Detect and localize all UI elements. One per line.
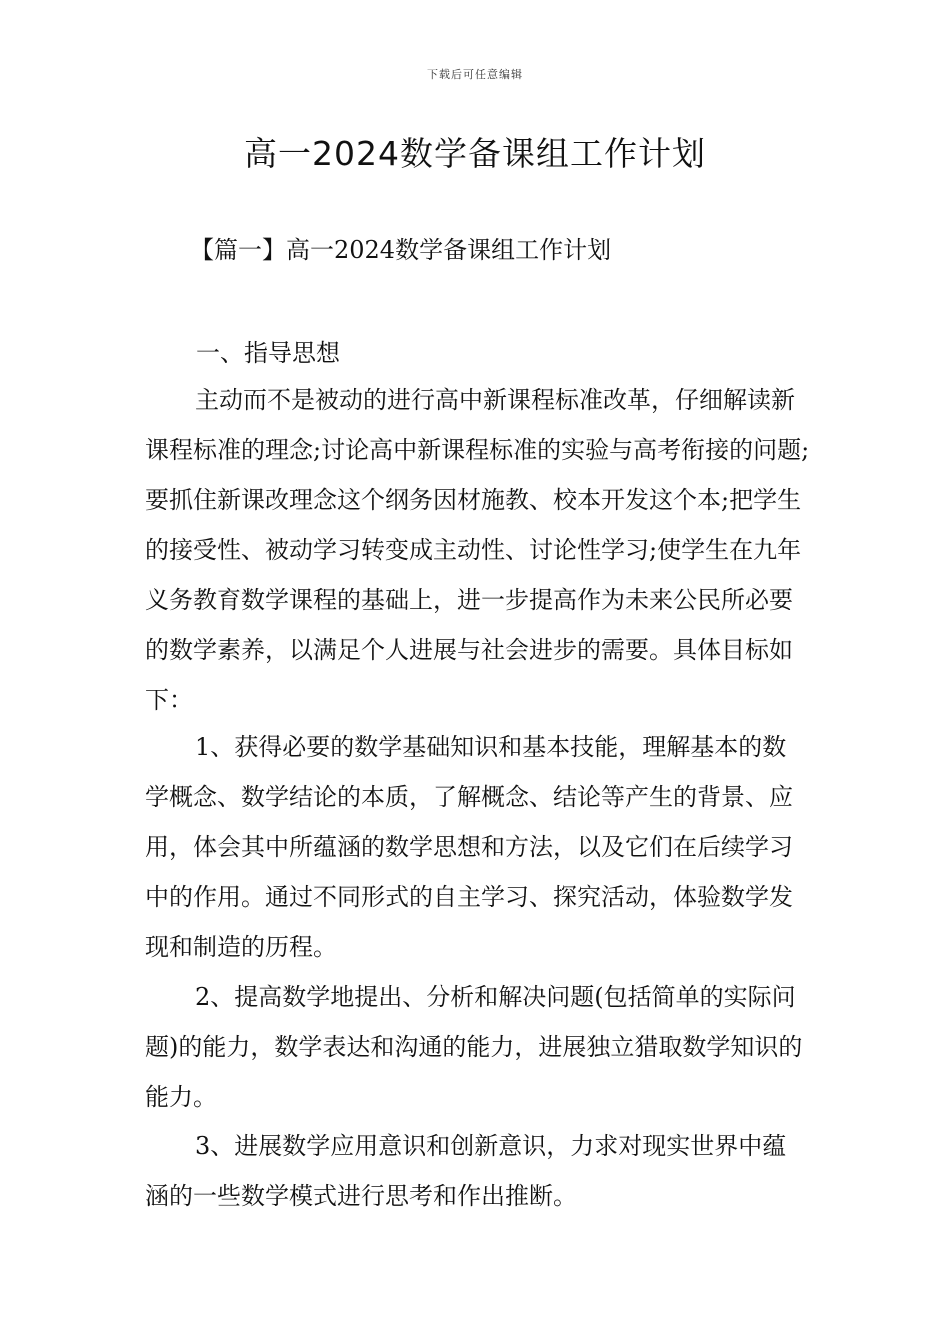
paragraph-goal-3-text: 3、进展数学应用意识和创新意识，力求对现实世界中蕴涵的一些数学模式进行思考和作出推断。 (145, 1132, 787, 1210)
paragraph-intro-text: 主动而不是被动的进行高中新课程标准改革，仔细解读新课程标准的理念;讨论高中新课程标准的实验与高考衔接的问题;要抓住新课改理念这个纲务因材施教、校本开发这个本;把学生的接受性、被动学习转变成主动性、讨论性学习;使学生在九年义务教育数学课程的基础上，进一步提高作为未来公民所必要的数学素养，以满足个人进展与社会进步的需要。具体目标如下： (145, 386, 810, 714)
paragraph-intro (145, 375, 810, 725)
paragraph-goal-1 (145, 722, 810, 972)
heading-guiding-ideology: 一、指导思想 (196, 339, 340, 367)
paragraph-goal-1-text: 1、获得必要的数学基础知识和基本技能，理解基本的数学概念、数学结论的本质，了解概念、结论等产生的背景、应用，体会其中所蕴涵的数学思想和方法，以及它们在后续学习中的作用。通过不同形式的自主学习、探究活动，体验数学发现和制造的历程。 (145, 733, 793, 961)
paragraph-goal-2-text: 2、提高数学地提出、分析和解决问题(包括简单的实际问题)的能力，数学表达和沟通的能力，进展独立猎取数学知识的能力。 (145, 983, 803, 1111)
document-title: 高一2024数学备课组工作计划 (244, 134, 706, 173)
header-note: 下载后可任意编辑 (427, 68, 523, 81)
paragraph-goal-2 (145, 972, 810, 1122)
section-title: 【篇一】高一2024数学备课组工作计划 (190, 236, 612, 264)
paragraph-goal-3 (145, 1121, 810, 1221)
